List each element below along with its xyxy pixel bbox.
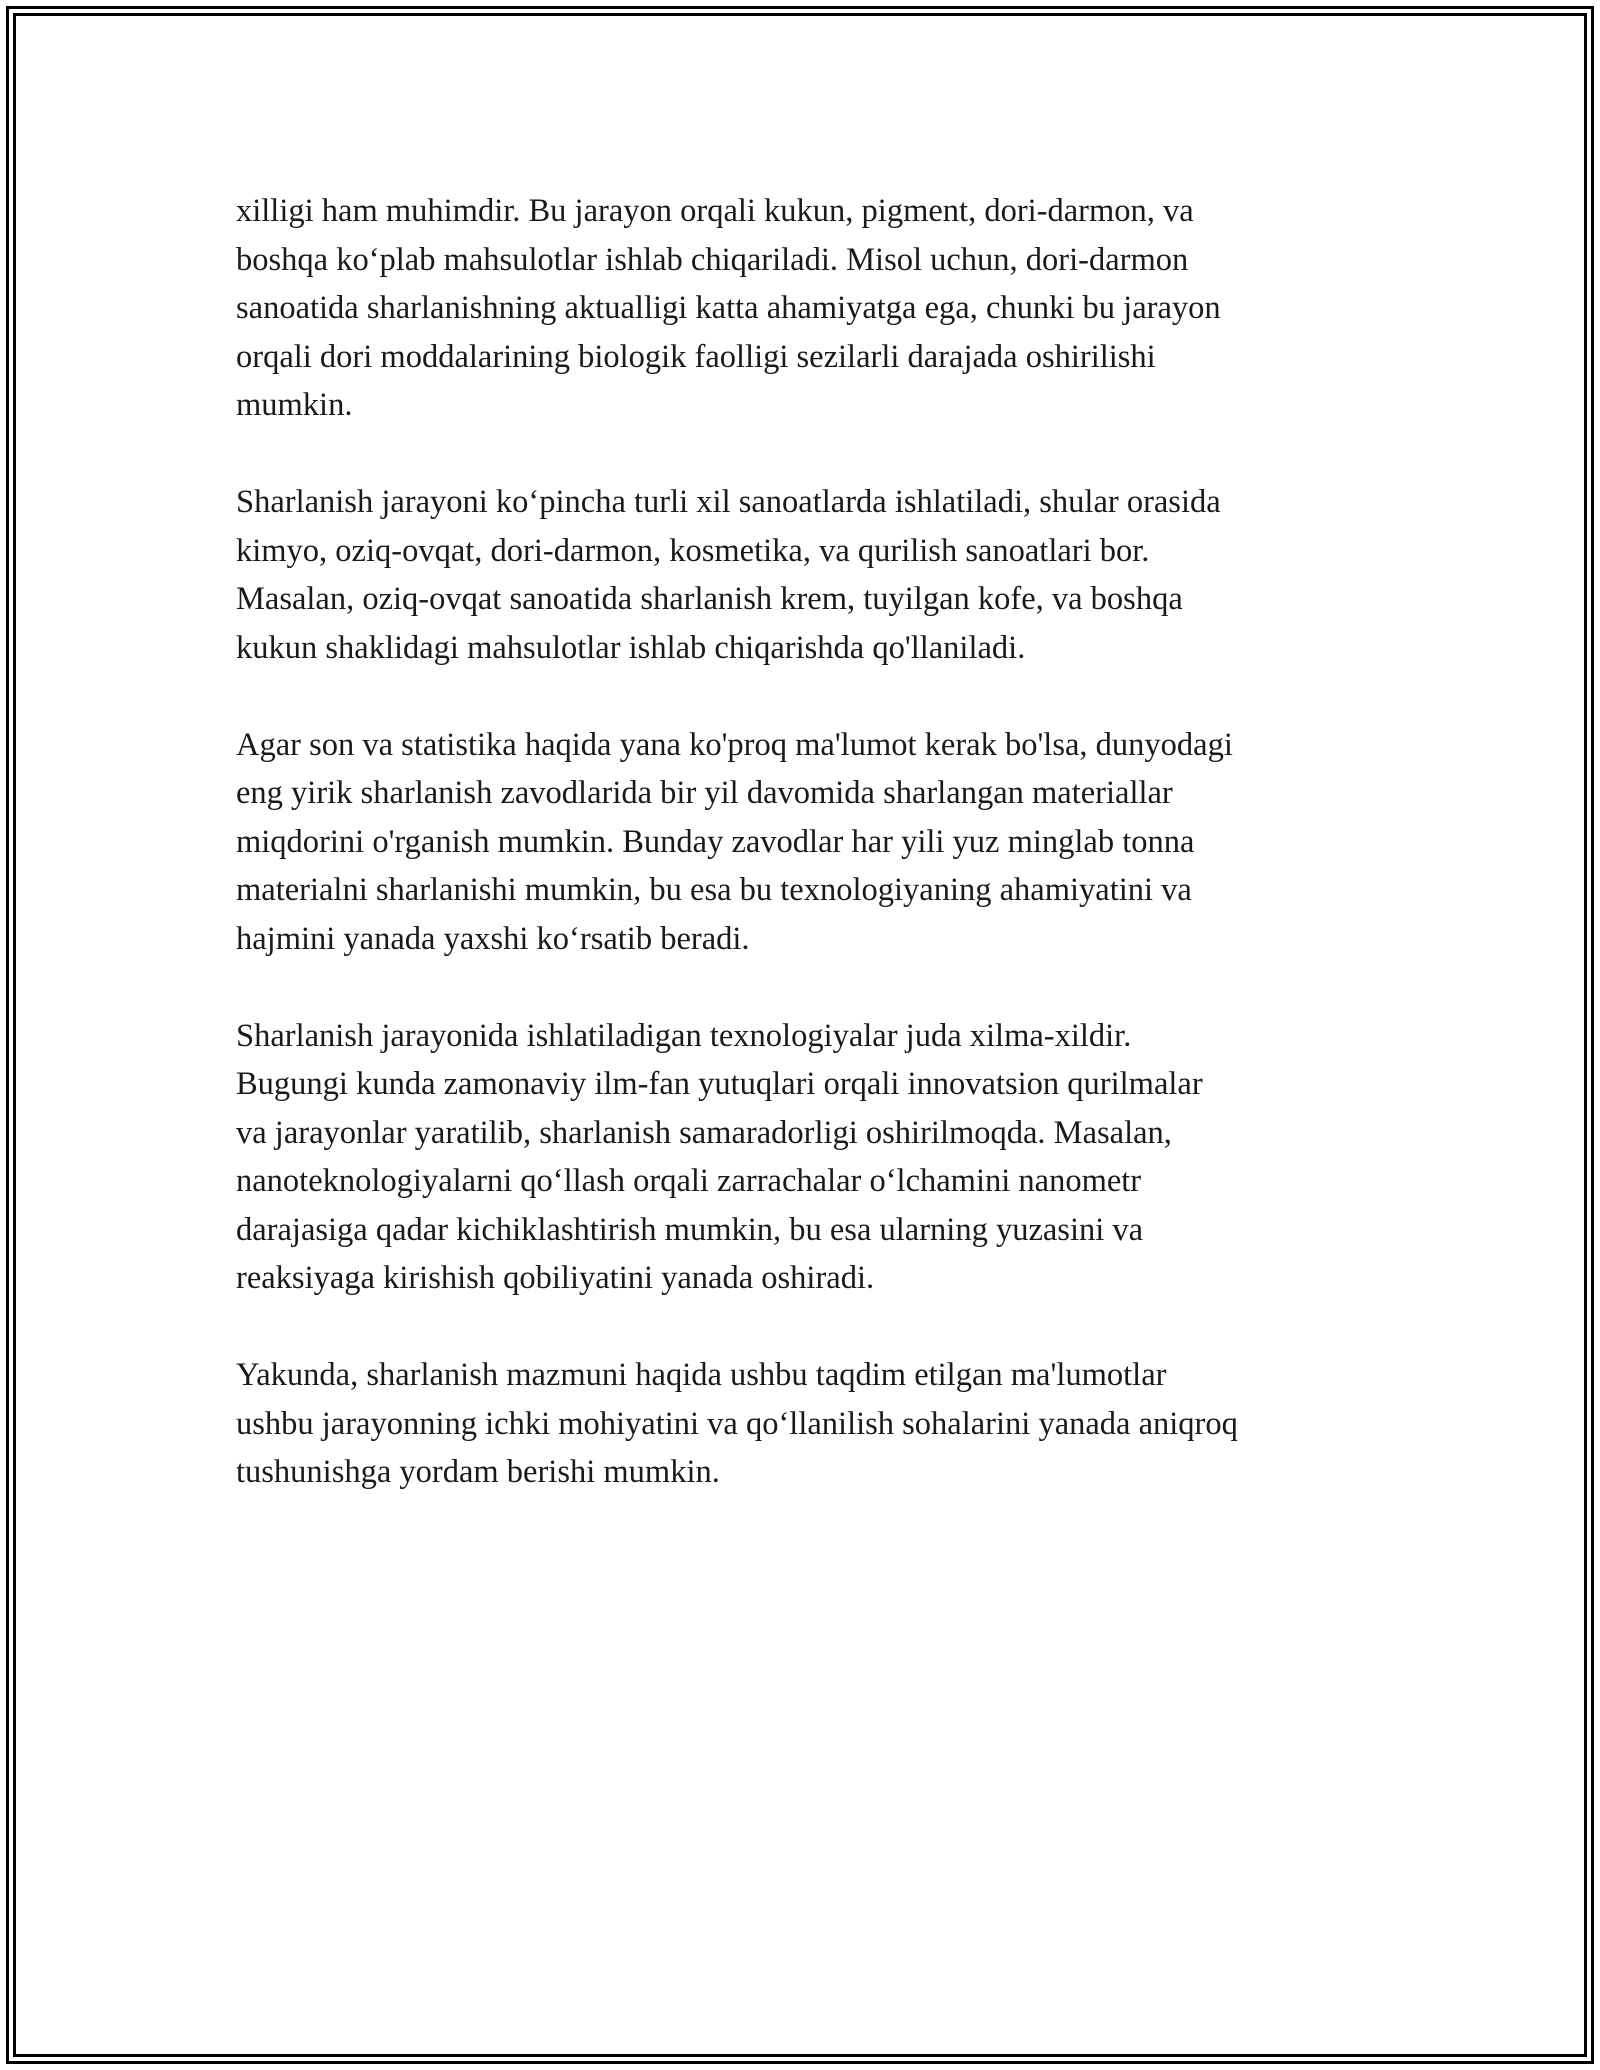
text-line: materialni sharlanishi mumkin, bu esa bu texnologiyaning ahamiyatini va — [236, 872, 1192, 908]
text-line: Agar son va statistika haqida yana ko'proq ma'lumot kerak bo'lsa, dunyodagi — [236, 726, 1233, 763]
text-line: kimyo, oziq-ovqat, dori-darmon, kosmetika, va qurilish sanoatlari bor. — [236, 532, 1150, 569]
text-line: nanoteknologiyalarni qo‘llash orqali zarrachalar o‘lchamini nanometr — [236, 1163, 1142, 1199]
document-body — [236, 187, 1386, 1545]
text-line: Sharlanish jarayoni ko‘pincha turli xil sanoatlarda ishlatiladi, shular orasida — [236, 484, 1221, 520]
text-line: Masalan, oziq-ovqat sanoatida sharlanish krem, tuyilgan kofe, va boshqa — [236, 581, 1183, 617]
paragraph-3 — [236, 721, 1386, 964]
text-line: mumkin. — [236, 387, 353, 423]
text-line: boshqa ko‘plab mahsulotlar ishlab chiqariladi. Misol uchun, dori-darmon — [236, 241, 1189, 278]
text-line: orqali dori moddalarining biologik faolligi sezilarli darajada oshirilishi — [236, 338, 1156, 375]
text-line: eng yirik sharlanish zavodlarida bir yil davomida sharlangan materiallar — [236, 775, 1173, 811]
text-line: va jarayonlar yaratilib, sharlanish samaradorligi oshirilmoqda. Masalan, — [236, 1114, 1172, 1151]
text-line: hajmini yanada yaxshi ko‘rsatib beradi. — [236, 920, 750, 957]
paragraph-4 — [236, 1012, 1386, 1303]
text-line: ushbu jarayonning ichki mohiyatini va qo‘llanilish sohalarini yanada aniqroq — [236, 1405, 1238, 1442]
text-line: xilligi ham muhimdir. Bu jarayon orqali kukun, pigment, dori-darmon, va — [236, 193, 1194, 229]
text-line: miqdorini o'rganish mumkin. Bunday zavodlar har yili yuz minglab tonna — [236, 823, 1195, 860]
text-line: Yakunda, sharlanish mazmuni haqida ushbu taqdim etilgan ma'lumotlar — [236, 1357, 1167, 1393]
text-line: reaksiyaga kirishish qobiliyatini yanada oshiradi. — [236, 1260, 875, 1296]
paragraph-2 — [236, 478, 1386, 672]
text-line: sanoatida sharlanishning aktualligi katta ahamiyatga ega, chunki bu jarayon — [236, 290, 1221, 326]
paragraph-1 — [236, 187, 1386, 430]
text-line: kukun shaklidagi mahsulotlar ishlab chiqarishda qo'llaniladi. — [236, 629, 1026, 666]
text-line: darajasiga qadar kichiklashtirish mumkin, bu esa ularning yuzasini va — [236, 1211, 1144, 1248]
text-line: tushunishga yordam berishi mumkin. — [236, 1454, 720, 1490]
text-line: Bugungi kunda zamonaviy ilm-fan yutuqlari orqali innovatsion qurilmalar — [236, 1066, 1203, 1102]
paragraph-5 — [236, 1351, 1386, 1497]
text-line: Sharlanish jarayonida ishlatiladigan texnologiyalar juda xilma-xildir. — [236, 1017, 1132, 1054]
